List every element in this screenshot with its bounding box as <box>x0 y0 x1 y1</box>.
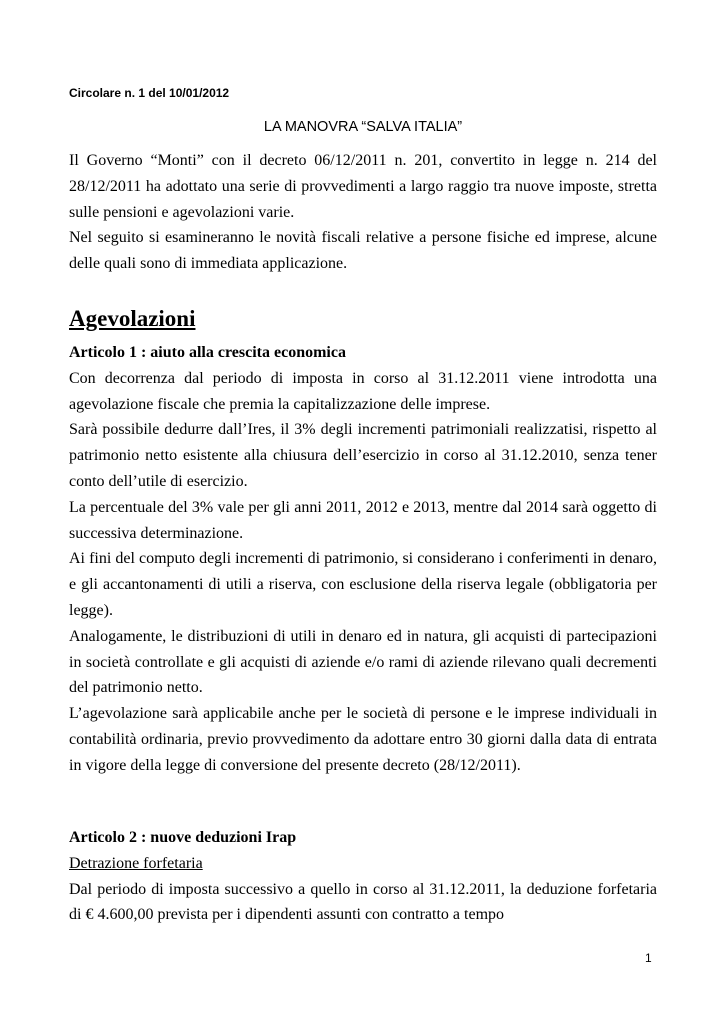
articolo-1-paragraph-4: Ai fini del computo degli incrementi di patrimonio, si considerano i conferimenti in denaro, e gli accantonamenti di utili a riserva, con esclusione della riserva legale (obbligatoria per legge). <box>69 550 657 619</box>
section-heading-agevolazioni: Agevolazioni <box>69 306 196 331</box>
articolo-1-paragraph-6: L’agevolazione sarà applicabile anche per le società di persone e le imprese individuali in contabilità ordinaria, previo provvedimento da adottare entro 30 giorni dalla data di entrata in vigore della legge di conversione del presente decreto (28/12/2011). <box>69 705 657 774</box>
articolo-2-section <box>69 825 657 928</box>
document-title: LA MANOVRA “SALVA ITALIA” <box>263 119 463 135</box>
circolare-header: Circolare n. 1 del 10/01/2012 <box>69 86 230 100</box>
page-number: 1 <box>645 951 652 965</box>
articolo-1-section <box>69 340 657 779</box>
articolo-1-paragraph-5: Analogamente, le distribuzioni di utili in denaro ed in natura, gli acquisti di partecipazioni in società controllate e gli acquisti di aziende e/o rami di aziende rilevano quali decrementi del patrimonio netto. <box>69 627 657 697</box>
intro-paragraph-1: Il Governo “Monti” con il decreto 06/12/2011 n. 201, convertito in legge n. 214 del 28/12/2011 ha adottato una serie di provvedimenti a largo raggio tra nuove imposte, stretta sulle pensioni e agevolazioni varie. <box>69 152 657 221</box>
articolo-2-heading: Articolo 2 : nuove deduzioni Irap <box>69 829 297 846</box>
articolo-1-heading: Articolo 1 : aiuto alla crescita economica <box>69 344 346 361</box>
articolo-1-paragraph-1: Con decorrenza dal periodo di imposta in corso al 31.12.2011 viene introdotta una agevolazione fiscale che premia la capitalizzazione delle imprese. <box>69 369 657 413</box>
intro-paragraph-2: Nel seguito si esamineranno le novità fiscali relative a persone fisiche ed imprese, alcune delle quali sono di immediata applicazione. <box>69 229 657 273</box>
articolo-2-subheading: Detrazione forfetaria <box>69 854 203 872</box>
intro-section <box>69 148 657 277</box>
articolo-1-paragraph-3: La percentuale del 3% vale per gli anni 2011, 2012 e 2013, mentre dal 2014 sarà oggetto di successiva determinazione. <box>69 498 657 542</box>
articolo-1-paragraph-2: Sarà possibile dedurre dall’Ires, il 3% degli incrementi patrimoniali realizzatisi, rispetto al patrimonio netto esistente alla chiusura dell’esercizio in corso al 31.12.2010, senza tener conto dell’utile di esercizio. <box>69 421 657 490</box>
articolo-2-paragraph-1: Dal periodo di imposta successivo a quello in corso al 31.12.2011, la deduzione forfetaria di € 4.600,00 prevista per i dipendenti assunti con contratto a tempo <box>69 880 657 924</box>
